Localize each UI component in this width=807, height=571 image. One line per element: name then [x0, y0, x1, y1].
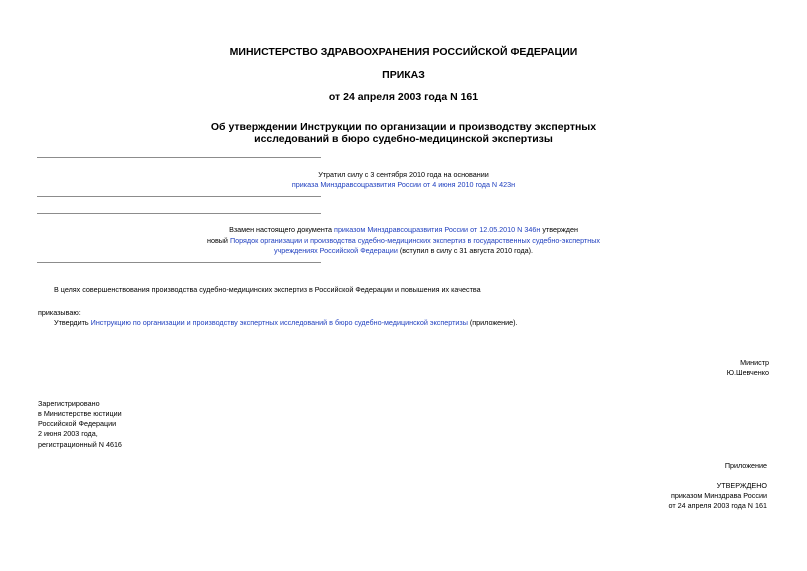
replacement-note-line-3 — [0, 246, 807, 256]
separator-rule — [37, 157, 321, 158]
document-type: ПРИКАЗ — [382, 69, 425, 81]
signatory-name: Ю.Шевченко — [726, 368, 769, 377]
document-title-line-2: исследований в бюро судебно-медицинской экспертизы — [254, 133, 553, 145]
separator-rule — [37, 213, 321, 214]
document-date-number: от 24 апреля 2003 года N 161 — [328, 91, 479, 103]
registration-line-5: регистрационный N 4616 — [38, 440, 122, 449]
replacement-line2-prefix: новый — [206, 236, 230, 245]
replacement-middle: утвержден — [540, 225, 578, 234]
new-procedure-link-continued[interactable]: учреждениях Российской Федерации — [273, 246, 398, 255]
registration-line-2: в Министерстве юстиции — [38, 409, 122, 418]
preamble-text: В целях совершенствования производства судебно-медицинских экспертиз в Российской Федерации и повышения их качества — [54, 285, 481, 294]
document-title-line-1: Об утверждении Инструкции по организации и производству экспертных — [210, 121, 597, 133]
separator-rule — [37, 262, 321, 263]
approve-clause — [54, 318, 518, 328]
new-procedure-link[interactable]: Порядок организации и производства судебно-медицинских экспертиз в государственных судебно-экспертных — [229, 236, 601, 245]
appendix-by-order: приказом Минздрава России — [671, 491, 767, 500]
repeal-note-link-row — [0, 180, 807, 190]
repeal-order-link[interactable]: приказа Минздравсоцразвития России от 4 июня 2010 года N 423н — [291, 180, 516, 189]
approve-prefix: Утвердить — [54, 318, 91, 327]
registration-line-4: 2 июня 2003 года, — [38, 429, 98, 438]
appendix-approved: УТВЕРЖДЕНО — [716, 481, 767, 490]
registration-line-3: Российской Федерации — [38, 419, 117, 428]
repeal-note-text: Утратил силу с 3 сентября 2010 года на основании — [318, 170, 489, 179]
registration-line-1: Зарегистрировано — [38, 399, 100, 408]
repeal-note — [0, 170, 807, 180]
replacement-note-line-1 — [0, 225, 807, 235]
appendix-label: Приложение — [724, 461, 767, 470]
signatory-position: Министр — [740, 358, 769, 367]
replacement-prefix: Взамен настоящего документа — [229, 225, 335, 234]
replacement-order-link[interactable]: приказом Минздравсоцразвития России от 12.05.2010 N 346н — [334, 225, 541, 234]
appendix-date-number: от 24 апреля 2003 года N 161 — [668, 501, 767, 510]
order-word: приказываю: — [38, 308, 81, 317]
replacement-note-line-2 — [0, 236, 807, 246]
instruction-link[interactable]: Инструкцию по организации и производству экспертных исследований в бюро судебно-медицинской экспертизы — [90, 318, 468, 327]
approve-suffix: (приложение). — [467, 318, 518, 327]
ministry-heading: МИНИСТЕРСТВО ЗДРАВООХРАНЕНИЯ РОССИЙСКОЙ ФЕДЕРАЦИИ — [229, 46, 578, 58]
replacement-suffix: (вступил в силу с 31 августа 2010 года). — [397, 246, 534, 255]
separator-rule — [37, 196, 321, 197]
